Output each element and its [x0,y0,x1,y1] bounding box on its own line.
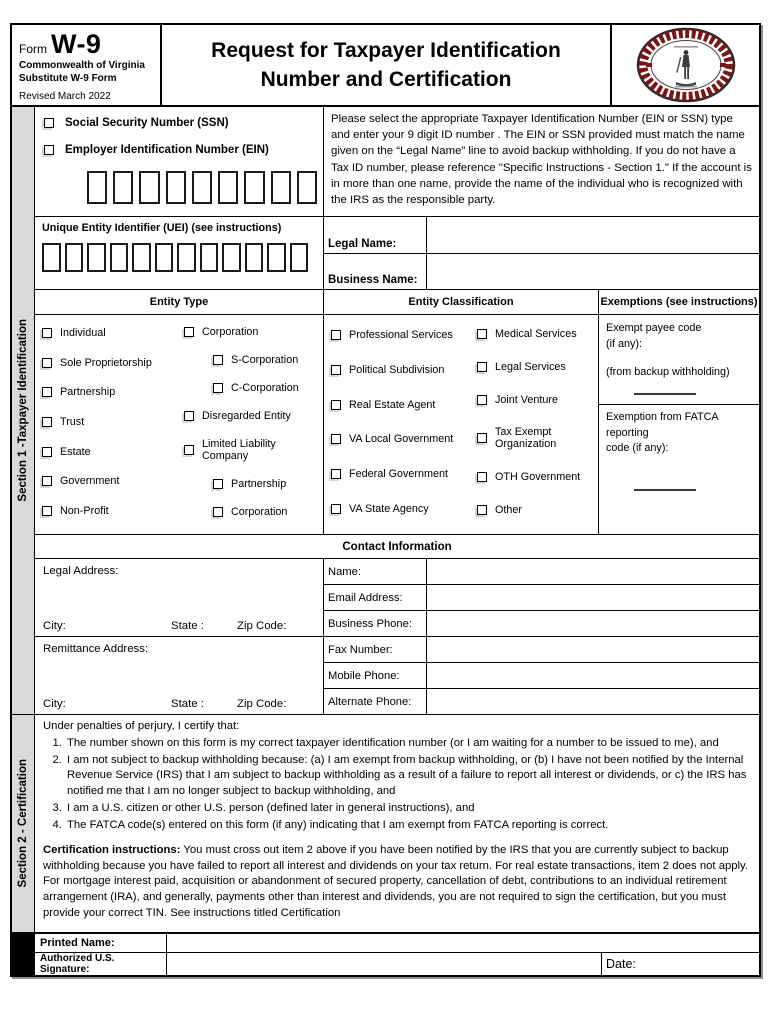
section-1-label: Section 1 -Taxpayer Identification [17,319,29,502]
tin-row [35,107,759,217]
tin-digit-box[interactable] [166,171,186,204]
uei-char-box[interactable] [267,243,286,272]
s-corporation-checkbox[interactable] [213,355,223,365]
signature-section [12,932,759,975]
business-name-label: Business Name: [324,254,427,290]
city-label: City: [43,620,66,632]
contact-alternate-input[interactable] [427,689,759,714]
uei-label: Unique Entity Identifier (UEI) (see instructions) [42,222,282,234]
fatca-cell: Exemption from FATCA reporting code (if any): [599,405,759,534]
zip-label: Zip Code: [237,620,287,632]
uei-char-box[interactable] [65,243,84,272]
contact-mobile-input[interactable] [427,663,759,688]
entity-type-column: Entity Type Individual Sole Proprietorship Partnership Trust Estate Government Non-Profit Corporation S-Corporation C-Corporation Disregarded Entity Limited Liability Company Partnership Corporation [35,290,324,534]
entity-row [35,290,759,535]
tin-select-cell [35,107,324,216]
tin-digit-boxes [87,171,317,204]
uei-char-box[interactable] [245,243,264,272]
entity-type-header: Entity Type [35,290,323,315]
certification-intro: Under penalties of perjury, I certify that: [43,720,240,732]
tin-digit-box[interactable] [218,171,238,204]
fatca-code-input[interactable] [634,489,696,491]
city-label: City: [43,698,66,710]
form-word: Form [19,42,47,56]
tin-digit-box[interactable] [192,171,212,204]
printed-name-label: Printed Name: [35,934,167,952]
legal-address-label: Legal Address: [43,565,119,577]
state-label: State : [171,698,204,710]
oth-government-checkbox[interactable] [477,472,487,482]
va-state-agency-checkbox[interactable] [331,504,341,514]
certification-list: 1. The number shown on this form is my correct taxpayer identification number (or I am waiting for a number to be issued to me), and 2. I am not subject to backup withholding because: (a) I am exempt from backup withholding, or (b) I have not been notified by the Internal Revenue Service (IRS) that I am subject to backup withholding as a result of a failure to report all interest or dividends, or c) the IRS has notified me that I am no longer subject to backup withholding, and 3. I am a U.S. citizen or other U.S. person (defined later in general instructions), and 4. The FATCA code(s) entered on this form (if any) indicating that I am exempt from FATCA reporting is correct. [50,736,749,834]
legal-name-label: Legal Name: [324,217,427,253]
certification-instructions: Certification instructions: You must cross out item 2 above if you have been notified by the IRS that you are currently subject to backup withholding because you have failed to report all interest and dividends on your tax return. For real estate transactions, item 2 does not apply. For mortgage interest paid, acquisition or abandonment of secured property, cancellation of debt, contributions to an individual retirement arrangement (IRA), and generally, payments other than interest and dividends, you are not required to sign the certification, but you must provide your correct TIN. See instructions titled Certification [43,843,748,919]
uei-char-box[interactable] [110,243,129,272]
contact-email-row: Email Address: [324,585,759,611]
uei-names-row [35,217,759,290]
uei-char-box[interactable] [200,243,219,272]
disregarded-entity-checkbox[interactable] [184,411,194,421]
exemptions-column [599,290,759,534]
signature-label: Authorized U.S. Signature: [35,953,167,975]
signature-input[interactable] [167,953,602,975]
llc-partnership-checkbox[interactable] [213,479,223,489]
c-corporation-checkbox[interactable] [213,383,223,393]
tin-digit-box[interactable] [113,171,133,204]
non-profit-checkbox[interactable] [42,506,52,516]
legal-name-row [324,217,759,254]
contact-fax-input[interactable] [427,637,759,662]
corporation-checkbox[interactable] [184,327,194,337]
contact-info-header: Contact Information [35,535,759,559]
uei-cell [35,217,324,289]
federal-government-checkbox[interactable] [331,469,341,479]
form-code: W-9 [51,29,102,59]
virginia-state-seal-icon [612,25,759,105]
contact-info-row [35,559,759,714]
remittance-address-cell[interactable] [35,637,323,714]
entity-classification-header: Entity Classification [324,290,598,315]
professional-services-checkbox[interactable] [331,330,341,340]
exempt-payee-code-input[interactable] [634,393,696,395]
legal-services-checkbox[interactable] [477,362,487,372]
government-checkbox[interactable] [42,476,52,486]
date-cell[interactable] [602,953,759,975]
uei-char-box[interactable] [222,243,241,272]
uei-char-box[interactable] [132,243,151,272]
section-2 [12,714,759,932]
uei-char-box[interactable] [155,243,174,272]
date-label: Date: [606,957,636,971]
tax-exempt-organization-checkbox[interactable] [477,433,487,443]
ein-checkbox[interactable] [44,145,54,155]
contact-fax-row: Fax Number: [324,637,759,663]
tin-digit-box[interactable] [297,171,317,204]
section-1 [12,107,759,714]
zip-label: Zip Code: [237,698,287,710]
ssn-label: Social Security Number (SSN) [65,117,229,129]
w9-form [10,23,761,977]
form-id-box [12,25,162,105]
real-estate-agent-checkbox[interactable] [331,400,341,410]
revision-date: Revised March 2022 [19,91,111,102]
signature-row [35,953,759,975]
partnership-checkbox[interactable] [42,387,52,397]
tin-instructions: Please select the appropriate Taxpayer Identification Number (EIN or SSN) type and enter your 9 digit ID number . The EIN or SSN provided must match the name given on the “Legal Name” line to avoid backup withholding. If you do not have a Tax ID number, please reference "Specific Instructions - Section 1." If the account is in more than one name, provide the name of the individual who is recognized with the IRS as the responsible party. [331,113,752,206]
trust-checkbox[interactable] [42,417,52,427]
political-subdivision-checkbox[interactable] [331,365,341,375]
state-label: State : [171,620,204,632]
va-local-government-checkbox[interactable] [331,434,341,444]
contact-name-row: Name: [324,559,759,585]
form-title: Request for Taxpayer Identification Number and Certification [162,25,612,105]
legal-name-input[interactable] [427,217,759,253]
signature-sidebar [12,934,35,975]
org-line-1: Commonwealth of Virginia [19,60,145,71]
llc-checkbox[interactable] [184,445,194,455]
section-1-sidebar [12,107,35,714]
section-2-label: Section 2 - Certification [17,759,29,888]
contact-name-input[interactable] [427,559,759,584]
llc-corporation-checkbox[interactable] [213,507,223,517]
estate-checkbox[interactable] [42,447,52,457]
exempt-payee-cell: Exempt payee code (if any): (from backup withholding) [599,315,759,405]
uei-char-boxes [42,243,318,272]
other-checkbox[interactable] [477,505,487,515]
org-line-2: Substitute W-9 Form [19,72,117,84]
contact-alternate-row: Alternate Phone: [324,689,759,714]
contact-email-input[interactable] [427,585,759,610]
individual-checkbox[interactable] [42,328,52,338]
printed-name-input[interactable] [167,934,759,952]
remittance-address-label: Remittance Address: [43,643,149,655]
tin-digit-box[interactable] [87,171,107,204]
form-header [12,25,759,107]
section-2-sidebar [12,715,35,932]
uei-char-box[interactable] [290,243,309,272]
uei-char-box[interactable] [42,243,61,272]
uei-char-box[interactable] [177,243,196,272]
tin-digit-box[interactable] [244,171,264,204]
contact-mobile-row: Mobile Phone: [324,663,759,689]
joint-venture-checkbox[interactable] [477,395,487,405]
printed-name-row [35,934,759,953]
certification-text [35,715,759,932]
entity-classification-column: Entity Classification Professional Services Political Subdivision Real Estate Agent VA Local Government Federal Government VA State Agency Medical Services Legal Services Joint Venture Tax Exempt Organization OTH Government Other [324,290,599,534]
ssn-checkbox[interactable] [44,118,54,128]
legal-address-cell[interactable] [35,559,323,637]
business-name-input[interactable] [427,254,759,290]
business-name-row [324,254,759,290]
contact-business-phone-input[interactable] [427,611,759,636]
tin-digit-box[interactable] [139,171,159,204]
medical-services-checkbox[interactable] [477,329,487,339]
contact-business-phone-row: Business Phone: [324,611,759,637]
tin-digit-box[interactable] [271,171,291,204]
sole-proprietorship-checkbox[interactable] [42,358,52,368]
exemptions-header: Exemptions (see instructions) [599,290,759,315]
uei-char-box[interactable] [87,243,106,272]
ein-label: Employer Identification Number (EIN) [65,144,269,156]
